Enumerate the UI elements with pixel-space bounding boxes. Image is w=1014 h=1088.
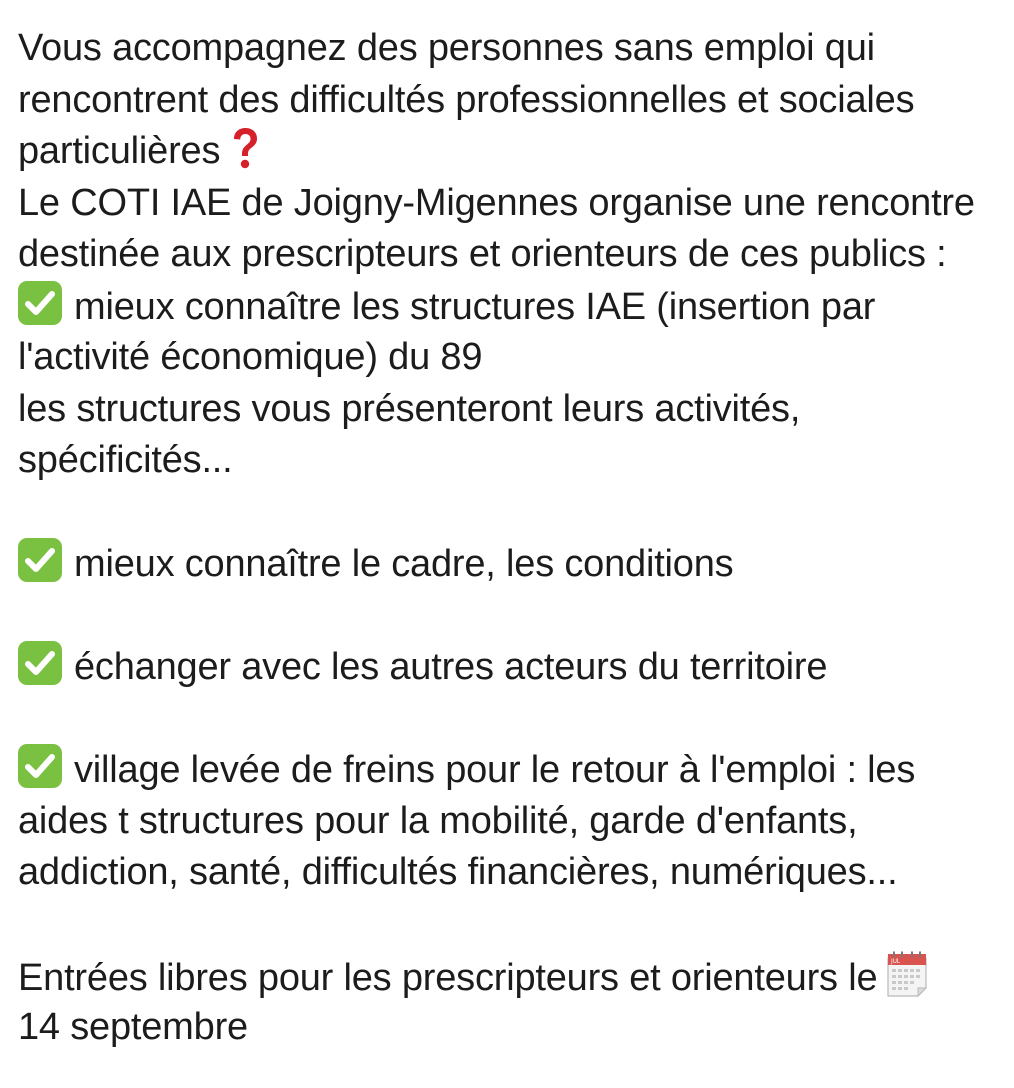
bullet-3-line-1 xyxy=(18,641,1008,693)
bullet-1-line-1 xyxy=(18,281,1008,333)
bullet-3-text: échanger avec les autres acteurs du territoire xyxy=(74,646,828,688)
svg-text:JUL: JUL xyxy=(891,958,901,965)
bullet-4-text: village levée de freins pour le retour à l'emploi : les xyxy=(74,749,916,791)
spacer xyxy=(18,590,1008,642)
post-body xyxy=(18,23,1008,1053)
spacer xyxy=(18,693,1008,745)
closing-line-1: Entrées libres pour les prescripteurs et orienteurs le xyxy=(18,957,878,999)
check-mark-icon xyxy=(18,281,62,325)
check-mark-icon xyxy=(18,744,62,788)
bullet-1-text: mieux connaître les structures IAE (insertion par xyxy=(74,285,876,328)
bullet-1-line-4: spécificités... xyxy=(18,439,233,481)
bullet-4-line-3: addiction, santé, difficultés financières, numériques... xyxy=(18,851,898,893)
announce-line-1: Le COTI IAE de Joigny-Migennes organise une rencontre xyxy=(18,181,975,224)
intro-line-2: rencontrent des difficultés professionnelles et sociales xyxy=(18,78,915,121)
check-mark-icon xyxy=(18,538,62,582)
intro-line-3: particulières xyxy=(18,130,221,172)
check-mark-icon xyxy=(18,641,62,685)
intro-line-3-wrap xyxy=(18,126,1008,178)
closing-line-1-wrap xyxy=(18,950,1008,1002)
bullet-4-line-1 xyxy=(18,744,1008,796)
intro-line-1: Vous accompagnez des personnes sans emploi qui xyxy=(18,27,875,69)
spacer xyxy=(18,899,1008,951)
bullet-1-line-3: les structures vous présenteront leurs activités, xyxy=(18,387,801,430)
calendar-icon xyxy=(883,950,931,998)
bullet-4-line-2: aides t structures pour la mobilité, garde d'enfants, xyxy=(18,799,858,842)
bullet-2-text: mieux connaître le cadre, les conditions xyxy=(74,543,734,585)
bullet-2-line-1 xyxy=(18,538,1008,590)
announce-line-2: destinée aux prescripteurs et orienteurs de ces publics : xyxy=(18,233,947,275)
closing-line-2: 14 septembre xyxy=(18,1005,248,1048)
bullet-1-line-2: l'activité économique) du 89 xyxy=(18,336,483,378)
spacer xyxy=(18,487,1008,539)
red-question-mark-icon xyxy=(230,126,260,170)
